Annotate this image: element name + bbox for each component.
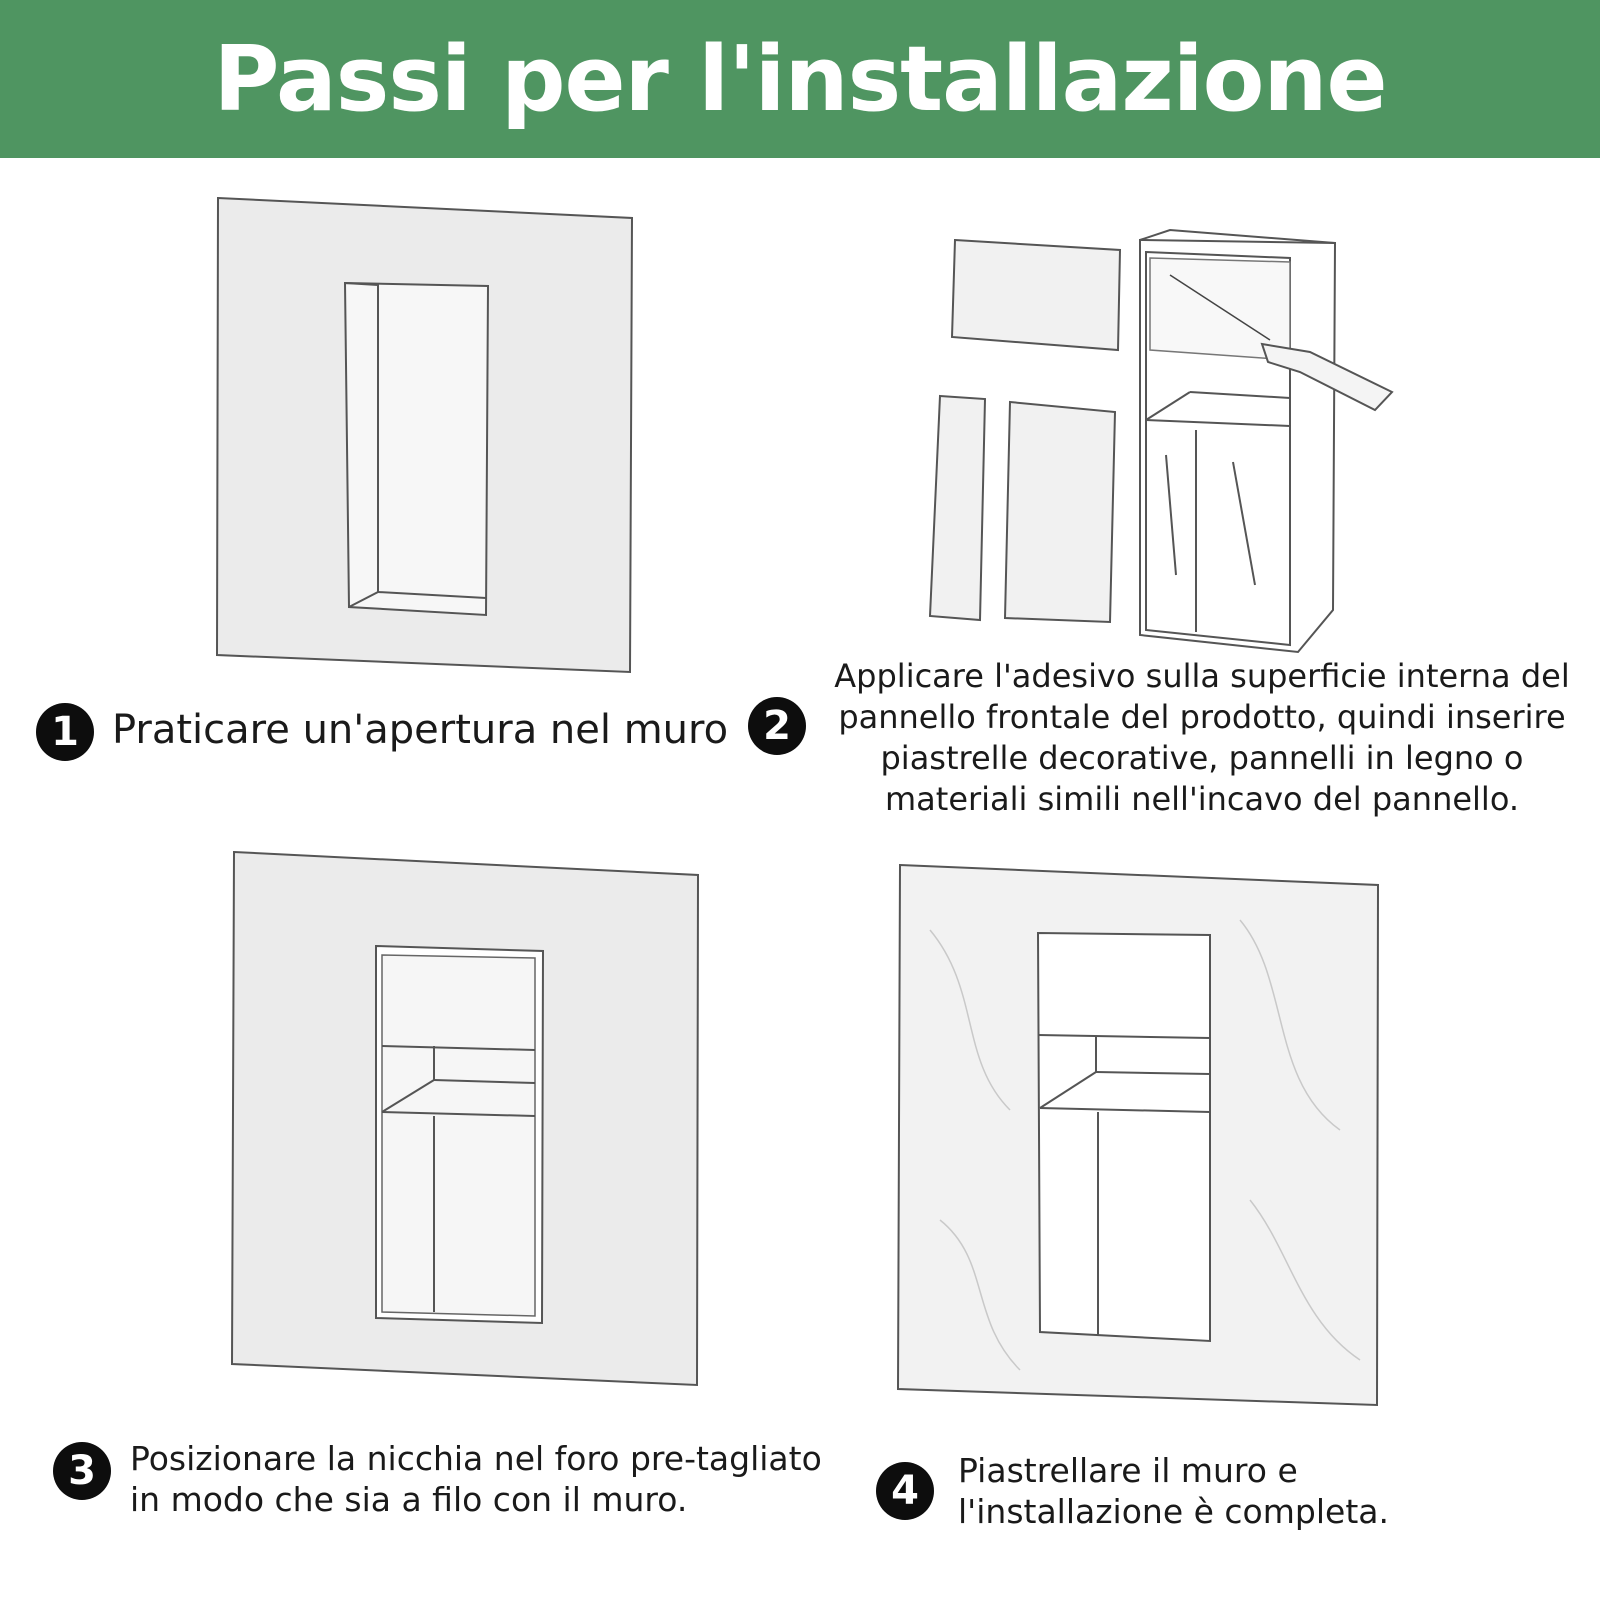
step2-illustration [930,230,1392,652]
step-2-line: pannello frontale del prodotto, quindi inserire [838,698,1566,736]
step-2-text [812,656,1592,820]
step3-illustration [232,852,698,1385]
page-title: Passi per l'installazione [213,26,1387,132]
step1-illustration [217,198,632,672]
step-3-line: in modo che sia a filo con il muro. [130,1480,688,1519]
step-4-badge: 4 [876,1462,934,1520]
step-3-line: Posizionare la nicchia nel foro pre-tagliato [130,1439,822,1478]
step-2-line: materiali simili nell'incavo del pannello. [884,780,1519,818]
step-4-line: l'installazione è completa. [958,1492,1389,1531]
step-4-line: Piastrellare il muro e [958,1451,1298,1490]
step-2-line: Applicare l'adesivo sulla superficie interna del [834,657,1570,695]
step-3-badge: 3 [53,1442,111,1500]
step-2-line: piastrelle decorative, pannelli in legno o [880,739,1524,777]
step-2-badge: 2 [748,697,806,755]
step-1-text [112,706,728,754]
step-1-badge: 1 [36,703,94,761]
step-1-line: Praticare un'apertura nel muro [112,707,729,753]
step-4-text [958,1450,1389,1532]
step-3-text [130,1438,822,1520]
step4-illustration [898,865,1378,1405]
